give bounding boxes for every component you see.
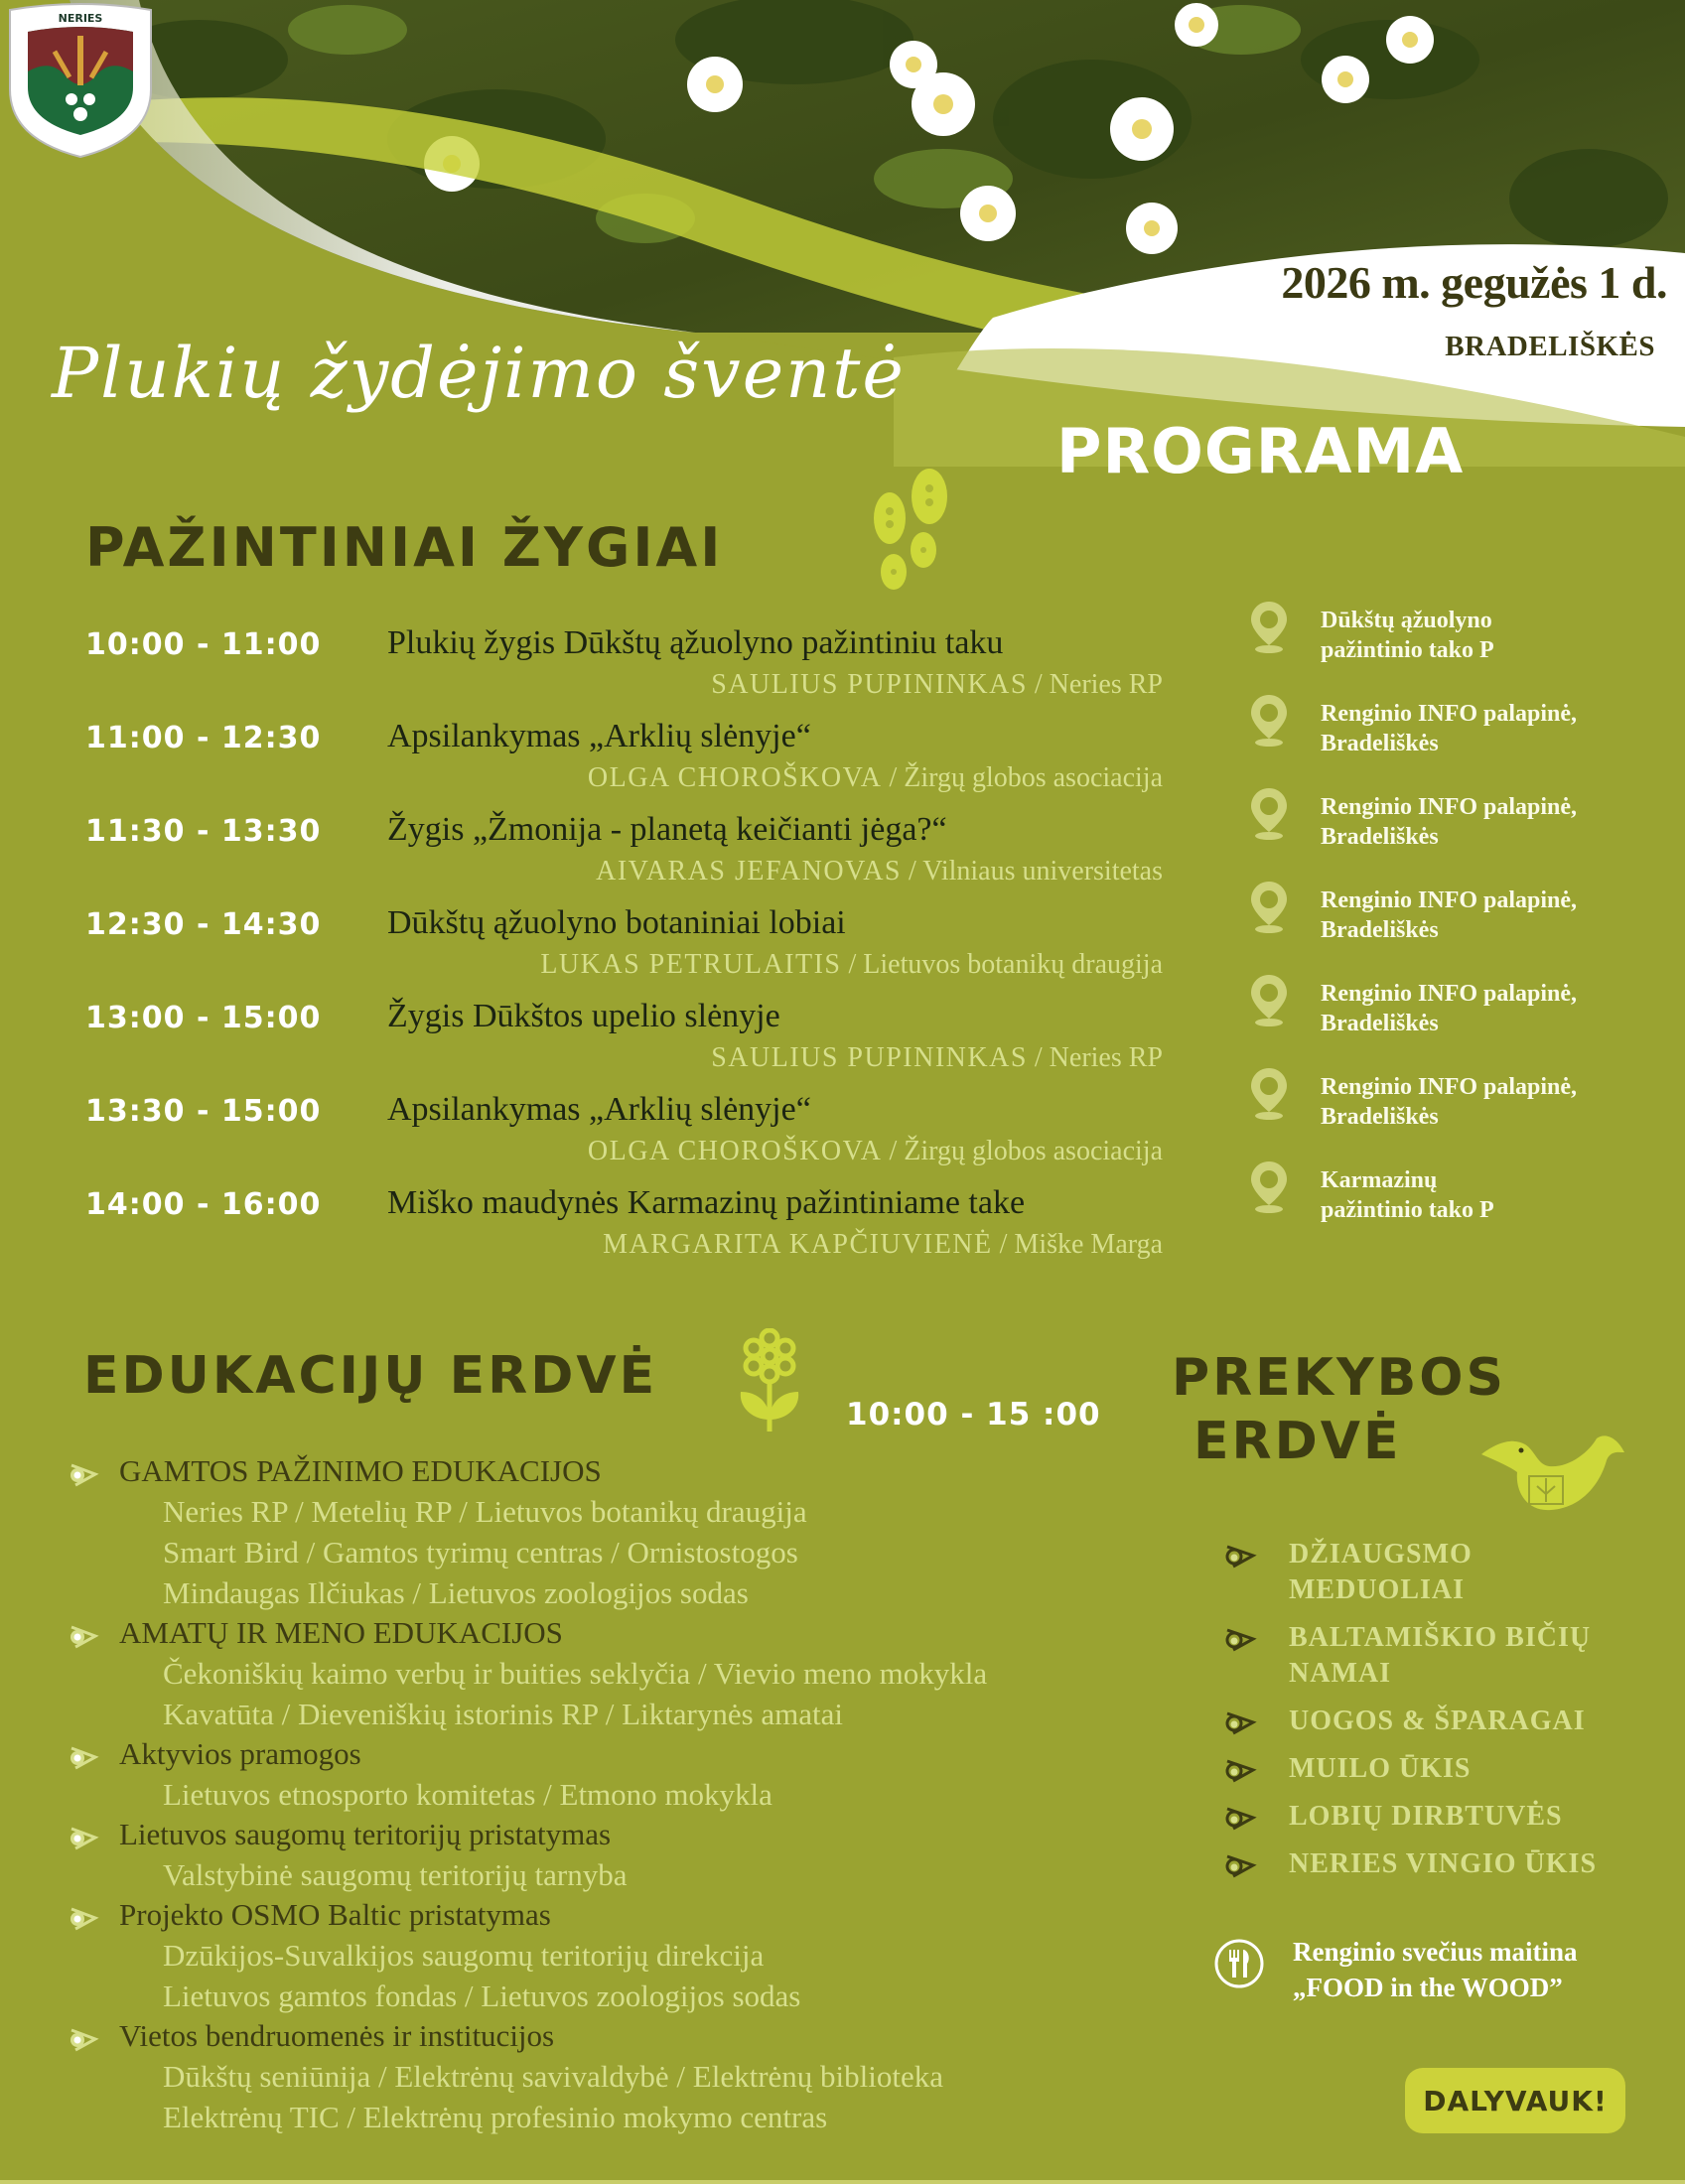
eye-bullet-icon xyxy=(66,2026,99,2052)
hike-row xyxy=(85,718,1163,814)
trade-item: MUILO ŪKIS xyxy=(1221,1751,1678,1787)
eye-bullet-icon xyxy=(66,1744,99,1770)
hike-time: 11:30 - 13:30 xyxy=(85,814,322,849)
trade-list xyxy=(1221,1537,1678,1894)
eye-bullet-icon xyxy=(66,1905,99,1931)
park-shield-logo xyxy=(0,0,161,159)
education-provider: Valstybinė saugomų teritorijų tarnyba xyxy=(163,1857,628,1892)
eye-bullet-icon xyxy=(1221,1852,1257,1878)
map-pin-icon xyxy=(1249,880,1289,935)
location-text: Renginio INFO palapinė, Bradeliškės xyxy=(1321,794,1578,850)
education-time: 10:00 - 15 :00 xyxy=(846,1397,1101,1433)
food-line-2: „FOOD in the WOOD” xyxy=(1293,1973,1563,2002)
education-category: Lietuvos saugomų teritorijų pristatymas Valstybinė saugomų teritorijų tarnyba xyxy=(66,1815,1158,1895)
eye-bullet-icon xyxy=(1221,1805,1257,1831)
hike-title: Plukių žygis Dūkštų ąžuolyno pažintiniu taku xyxy=(387,624,1004,661)
trade-item: UOGOS & ŠPARAGAI xyxy=(1221,1704,1678,1739)
hike-title: Apsilankymas „Arklių slėnyje“ xyxy=(387,718,811,754)
trade-item: LOBIŲ DIRBTUVĖS xyxy=(1221,1799,1678,1835)
trade-item: DŽIAUGSMO MEDUOLIAI xyxy=(1221,1537,1678,1608)
eye-bullet-icon xyxy=(66,1825,99,1850)
event-date: 2026 m. gegužės 1 d. xyxy=(1281,257,1667,308)
education-category: Aktyvios pramogos Lietuvos etnosporto komitetas / Etmono mokykla xyxy=(66,1734,1158,1815)
footprints-icon xyxy=(872,467,951,596)
location-text: Karmazinų pažintinio tako P xyxy=(1321,1167,1494,1223)
bottom-divider xyxy=(0,2180,1685,2184)
hike-guide: SAULIUS PUPININKAS / Neries RP xyxy=(711,669,1163,700)
education-provider: Mindaugas Ilčiukas / Lietuvos zoologijos sodas xyxy=(163,1575,749,1610)
hike-guide: MARGARITA KAPČIUVIENĖ / Miške Marga xyxy=(603,1229,1163,1260)
location-item xyxy=(1249,693,1666,786)
programa-heading: PROGRAMA xyxy=(1056,415,1465,487)
education-provider: Lietuvos etnosporto komitetas / Etmono mokykla xyxy=(163,1777,772,1812)
hike-schedule xyxy=(85,624,1163,1281)
hikes-heading: PAŽINTINIAI ŽYGIAI xyxy=(85,516,724,579)
hike-time: 13:00 - 15:00 xyxy=(85,1001,322,1035)
eye-bullet-icon xyxy=(1221,1626,1257,1652)
hike-title: Miško maudynės Karmazinų pažintiniame take xyxy=(387,1184,1026,1221)
hike-time: 11:00 - 12:30 xyxy=(85,721,322,755)
map-pin-icon xyxy=(1249,600,1289,655)
eye-bullet-icon xyxy=(1221,1757,1257,1783)
education-provider: Kavatūta / Dieveniškių istorinis RP / Liktarynės amatai xyxy=(163,1697,844,1731)
hike-guide: AIVARAS JEFANOVAS / Vilniaus universitetas xyxy=(596,856,1163,887)
education-category: Vietos bendruomenės ir institucijos Dūkštų seniūnija / Elektrėnų savivaldybė / Elektrėnų biblioteka Elektrėnų TIC / Elektrėnų profesinio mokymo centras xyxy=(66,2016,1158,2137)
hike-time: 13:30 - 15:00 xyxy=(85,1094,322,1129)
trade-item: NERIES VINGIO ŪKIS xyxy=(1221,1846,1678,1882)
education-provider: Dūkštų seniūnija / Elektrėnų savivaldybė / Elektrėnų biblioteka xyxy=(163,2059,944,2094)
education-provider: Smart Bird / Gamtos tyrimų centras / Ornistostogos xyxy=(163,1535,798,1570)
map-pin-icon xyxy=(1249,973,1289,1028)
location-item xyxy=(1249,786,1666,880)
hike-title: Apsilankymas „Arklių slėnyje“ xyxy=(387,1091,811,1128)
hike-time: 10:00 - 11:00 xyxy=(85,627,322,662)
location-text: Dūkštų ąžuolyno pažintinio tako P xyxy=(1321,608,1494,663)
hike-guide: OLGA CHOROŠKOVA / Žirgų globos asociacija xyxy=(587,762,1163,793)
trade-item: BALTAMIŠKIO BIČIŲ NAMAI xyxy=(1221,1620,1678,1692)
location-text: Renginio INFO palapinė, Bradeliškės xyxy=(1321,1074,1578,1130)
location-text: Renginio INFO palapinė, Bradeliškės xyxy=(1321,887,1578,943)
education-category: AMATŲ IR MENO EDUKACIJOS Čekoniškių kaimo verbų ir buities seklyčia / Vievio meno mokykla Kavatūta / Dieveniškių istorinis RP / Liktarynės amatai xyxy=(66,1613,1158,1734)
location-item xyxy=(1249,600,1666,693)
hike-time: 14:00 - 16:00 xyxy=(85,1187,322,1222)
map-pin-icon xyxy=(1249,693,1289,749)
location-item xyxy=(1249,1160,1666,1253)
map-pin-icon xyxy=(1249,786,1289,842)
hike-title: Žygis Dūkštos upelio slėnyje xyxy=(387,998,780,1034)
participate-button[interactable]: DALYVAUK! xyxy=(1405,2068,1625,2133)
hike-title: Žygis „Žmonija - planetą keičianti jėga?“ xyxy=(387,811,947,848)
hike-guide: SAULIUS PUPININKAS / Neries RP xyxy=(711,1042,1163,1073)
hike-locations xyxy=(1249,600,1666,1253)
hike-time: 12:30 - 14:30 xyxy=(85,907,322,942)
svg-text:NERIES: NERIES xyxy=(58,12,103,25)
hike-row xyxy=(85,998,1163,1094)
hike-row xyxy=(85,1184,1163,1281)
trade-heading: PREKYBOS ERDVĖ xyxy=(1172,1348,1506,1471)
eye-bullet-icon xyxy=(66,1461,99,1487)
event-place: BRADELIŠKĖS xyxy=(1445,331,1655,362)
hike-row xyxy=(85,904,1163,1001)
education-category: Projekto OSMO Baltic pristatymas Dzūkijos-Suvalkijos saugomų teritorijų direkcija Lietuvos gamtos fondas / Lietuvos zoologijos sodas xyxy=(66,1895,1158,2016)
location-item xyxy=(1249,1066,1666,1160)
fork-knife-icon xyxy=(1213,1938,1265,1989)
eye-bullet-icon xyxy=(1221,1709,1257,1735)
education-provider: Lietuvos gamtos fondas / Lietuvos zoologijos sodas xyxy=(163,1979,801,2013)
hike-guide: LUKAS PETRULAITIS / Lietuvos botanikų draugija xyxy=(540,949,1163,980)
hike-guide: OLGA CHOROŠKOVA / Žirgų globos asociacija xyxy=(587,1136,1163,1166)
education-provider: Čekoniškių kaimo verbų ir buities seklyčia / Vievio meno mokykla xyxy=(163,1656,988,1691)
education-provider: Dzūkijos-Suvalkijos saugomų teritorijų direkcija xyxy=(163,1938,765,1973)
education-provider: Neries RP / Metelių RP / Lietuvos botanikų draugija xyxy=(163,1494,807,1529)
location-item xyxy=(1249,973,1666,1066)
map-pin-icon xyxy=(1249,1066,1289,1122)
education-category: GAMTOS PAŽINIMO EDUKACIJOS Neries RP / Metelių RP / Lietuvos botanikų draugija Smart Bird / Gamtos tyrimų centras / Ornistostogos Mindaugas Ilčiukas / Lietuvos zoologijos sodas xyxy=(66,1451,1158,1613)
education-list xyxy=(66,1451,1158,2137)
location-text: Renginio INFO palapinė, Bradeliškės xyxy=(1321,981,1578,1036)
education-provider: Elektrėnų TIC / Elektrėnų profesinio mokymo centras xyxy=(163,2100,828,2134)
hike-row xyxy=(85,1091,1163,1187)
flower-icon xyxy=(733,1328,806,1433)
location-item xyxy=(1249,880,1666,973)
bird-whistle-icon xyxy=(1479,1433,1628,1514)
eye-bullet-icon xyxy=(1221,1543,1257,1569)
hike-title: Dūkštų ąžuolyno botaniniai lobiai xyxy=(387,904,846,941)
hike-row xyxy=(85,811,1163,907)
hike-row xyxy=(85,624,1163,721)
eye-bullet-icon xyxy=(66,1623,99,1649)
location-text: Renginio INFO palapinė, Bradeliškės xyxy=(1321,701,1578,756)
event-title: Plukių žydėjimo šventė xyxy=(52,333,906,414)
map-pin-icon xyxy=(1249,1160,1289,1215)
food-line-1: Renginio svečius maitina xyxy=(1293,1937,1578,1967)
education-heading: EDUKACIJŲ ERDVĖ xyxy=(83,1346,658,1406)
